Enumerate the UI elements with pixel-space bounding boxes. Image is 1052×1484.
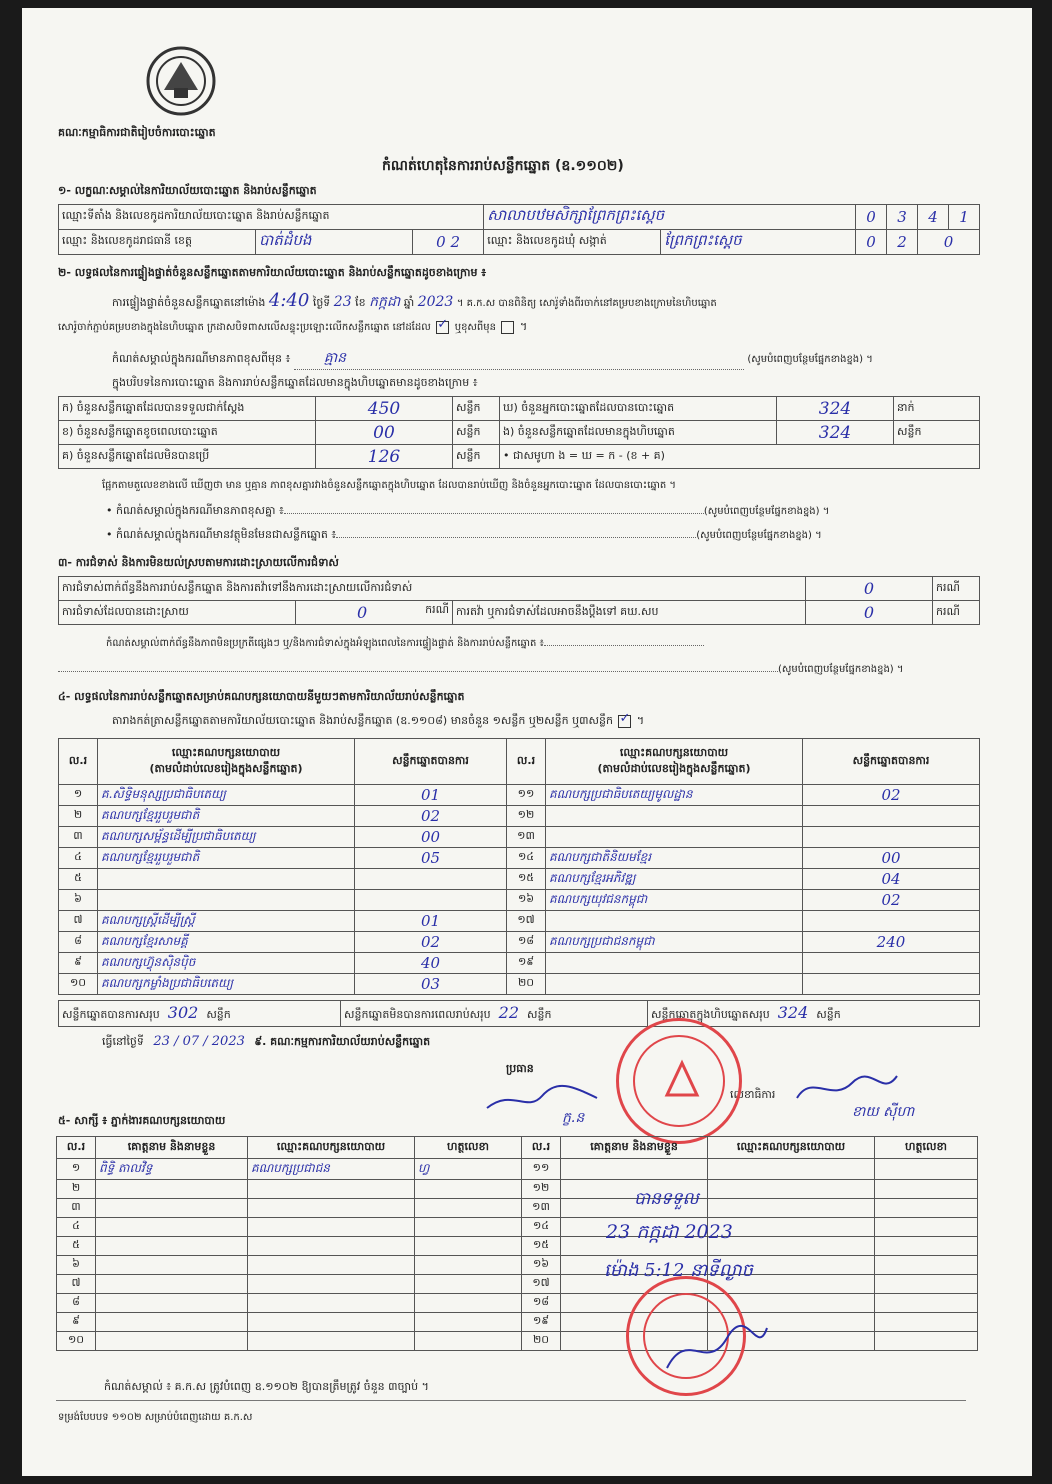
witness-name	[96, 1313, 248, 1332]
witness-party	[248, 1313, 415, 1332]
witness-signature	[415, 1256, 522, 1275]
table-row	[57, 1218, 978, 1237]
witness-signature	[875, 1256, 978, 1275]
secretary-label: លេខាធិការ	[730, 1088, 776, 1101]
witness-signature	[875, 1275, 978, 1294]
party-name	[98, 890, 355, 911]
party-name	[546, 806, 803, 827]
total-invalid-value: 22	[498, 1003, 519, 1022]
spoiled-ballots-value: 00	[316, 421, 453, 445]
witness-no: ៩	[57, 1313, 96, 1332]
commune-code-digit: 0	[856, 230, 887, 255]
tally-sheet-line: តារាងកត់ត្រាសន្លឹកឆ្នោតតាមការិយាល័យបោះឆ្នោត និងរាប់សន្លឹកឆ្នោត (ឧ.១១០៨) មានចំនួន ១សន្លឹក ឬ២សន្លឹក ឬ៣សន្លឹក ✓ ។	[112, 714, 644, 730]
witness-no: ១០	[57, 1332, 96, 1351]
witness-no: ១៧	[522, 1275, 561, 1294]
party-name	[546, 974, 803, 995]
table-row	[57, 1256, 978, 1275]
table-row	[57, 1237, 978, 1256]
party-votes	[803, 806, 980, 827]
witness-no: ១៦	[522, 1256, 561, 1275]
location-code-digit: 4	[918, 205, 949, 230]
table-row	[59, 890, 980, 911]
witness-party	[248, 1294, 415, 1313]
bullet-note-2: • កំណត់សម្គាល់ក្នុងករណីមានវត្ថុមិនមែនជាសន្លឹកឆ្នោត ៖ (សូមបំពេញបន្ថែមផ្នែកខាងខ្នង) ។	[106, 528, 822, 541]
witness-party	[708, 1159, 875, 1180]
party-votes: 02	[355, 806, 507, 827]
witness-name	[96, 1237, 248, 1256]
party-votes: 01	[355, 911, 507, 932]
location-code-digit: 0	[856, 205, 887, 230]
witness-no: ១៨	[522, 1294, 561, 1313]
witness-party	[248, 1332, 415, 1351]
witness-no: ៨	[57, 1294, 96, 1313]
commune-value: ព្រែកព្រះស្ដេច	[661, 230, 856, 255]
received-time: ម៉ោង 5:12 នាទីល្ងាច	[604, 1260, 753, 1281]
witness-party	[248, 1275, 415, 1294]
witness-party	[248, 1237, 415, 1256]
resolved-count: 0 ករណី	[296, 601, 453, 625]
unchanged-checkbox[interactable]	[436, 321, 449, 334]
party-no: ១៨	[507, 932, 546, 953]
chair-signature-icon	[482, 1078, 602, 1118]
form-footer: ទម្រង់បែបបទ ១១០២ សម្រាប់បំពេញដោយ គ.ក.ស	[58, 1412, 253, 1423]
party-name: គណបក្សស្រ្ដីដើម្បីស្រ្ដី	[98, 911, 355, 932]
count-row: ក) ចំនួនសន្លឹកឆ្នោតដែលបានទទួលជាក់ស្ដែង 450 សន្លឹក ឃ) ចំនួនអ្នកបោះឆ្នោតដែលបានបោះឆ្នោត 324 នាក់	[59, 397, 980, 421]
party-votes: 01	[355, 785, 507, 806]
commune-code-digit: 2	[887, 230, 918, 255]
formula: • ជាសមូហា ង = ឃ = ក - (ខ + គ)	[500, 445, 980, 469]
section5-heading: ៥- សាក្សី ៖ ភ្នាក់ងារគណបក្សនយោបាយ	[58, 1114, 226, 1127]
witness-party: គណបក្សប្រជាជន	[248, 1159, 415, 1180]
witness-no: ៧	[57, 1275, 96, 1294]
section3-heading: ៣- ការជំទាស់ និងការមិនយល់ស្របតាមការដោះស្រាយលើការជំទាស់	[58, 556, 339, 569]
table-row	[59, 827, 980, 848]
party-votes: 04	[803, 869, 980, 890]
total-box-value: 324	[777, 1003, 809, 1022]
witness-no: ១២	[522, 1180, 561, 1199]
witness-name	[96, 1332, 248, 1351]
table-row	[57, 1159, 978, 1180]
party-name: គណបក្សប្រជាជនកម្ពុជា	[546, 932, 803, 953]
party-name	[546, 827, 803, 848]
province-label: ឈ្មោះ និងលេខកូដរាជធានី ខេត្ត	[59, 230, 256, 255]
witness-name	[96, 1294, 248, 1313]
signing-date-line: ធ្វើនៅថ្ងៃទី 23 / 07 / 2023 ៩. គណៈកម្មការការិយាល័យរាប់សន្លឹកឆ្នោត	[102, 1034, 431, 1049]
irregularity-note: កំណត់សម្គាល់ពាក់ព័ន្ធនឹងភាពមិនប្រក្រតីផ្សេងៗ ឬ/និងការជំទាស់ក្នុងអំឡុងពេលនៃការផ្ទៀងផ្ទាត់ និងការរាប់សន្លឹកឆ្នោត ៖	[106, 636, 996, 651]
witness-no: ១៩	[522, 1313, 561, 1332]
party-votes	[803, 953, 980, 974]
witness-table: ល.រ គោត្តនាម និងនាមខ្លួន ឈ្មោះគណបក្សនយោបាយ ហត្ថលេខា ល.រ គោត្តនាម និងនាមខ្លួន ឈ្មោះគណបក្សនយោបាយ ហត្ថលេខា ១ ពិទ្ធិ តាលវិទ្ធ គណបក្សប្រជាជន ហ្វ ១១ ២ ១២ ៣ ១៣ ៤ ១៤ ៥ ១៥ ៦ ១៦ ៧ ១៧ ៨ ១៨ ៩ ១៩ ១០ ២០	[56, 1136, 978, 1351]
party-votes: 02	[803, 890, 980, 911]
party-no: ១៧	[507, 911, 546, 932]
witness-no: ៤	[57, 1218, 96, 1237]
witness-name	[96, 1180, 248, 1199]
party-votes: 02	[803, 785, 980, 806]
party-no: ៧	[59, 911, 98, 932]
received-label: បានទទួល	[634, 1189, 699, 1209]
province-code: 0 2	[413, 230, 484, 255]
witness-party	[248, 1218, 415, 1237]
party-name: គណបក្សខ្មែររួបរួមជាតិ	[98, 848, 355, 869]
document-page	[22, 8, 1032, 1476]
section1-table	[58, 204, 980, 255]
section4-heading: ៤- លទ្ធផលនៃការរាប់សន្លឹកឆ្នោតសម្រាប់គណបក្សនយោបាយនីមួយៗតាមការិយាល័យរាប់សន្លឹកឆ្នោត	[58, 690, 465, 703]
party-no: ១៦	[507, 890, 546, 911]
party-votes	[355, 890, 507, 911]
witness-name	[96, 1218, 248, 1237]
table-row	[59, 848, 980, 869]
party-no: ១៩	[507, 953, 546, 974]
witness-no: ២០	[522, 1332, 561, 1351]
witness-signature	[875, 1159, 978, 1180]
table-row	[59, 953, 980, 974]
received-ballots-value: 450	[316, 397, 453, 421]
location-code-digit: 1	[949, 205, 980, 230]
witness-signature	[875, 1237, 978, 1256]
party-no: ១១	[507, 785, 546, 806]
table-row	[59, 974, 980, 995]
party-votes: 240	[803, 932, 980, 953]
table-row	[59, 869, 980, 890]
table-row	[57, 1180, 978, 1199]
table-row	[57, 1275, 978, 1294]
seal-check-line: សោរ៉ូចាក់ភ្ជាប់គម្របខាងក្នុងនៃហិបឆ្នោត ក្រដាសបិទពាសលើសន្ទុះប្រឡោះលើកសន្លឹកឆ្នោត នៅដដែល ✓ ឬខុសពីមុន ។	[58, 320, 998, 336]
location-value: សាលាបឋមសិក្សាព្រែកព្រះស្ដេច	[484, 205, 856, 230]
footnote: កំណត់សម្គាល់ ៖ គ.ក.ស ត្រូវបំពេញ ឧ.១១០២ ឱ្យបានត្រឹមត្រូវ ចំនួន ៣ច្បាប់ ។	[104, 1380, 429, 1393]
party-no: ៣	[59, 827, 98, 848]
location-code-digit: 3	[887, 205, 918, 230]
party-name	[546, 911, 803, 932]
witness-no: ១៤	[522, 1218, 561, 1237]
witness-signature	[415, 1199, 522, 1218]
table-row	[59, 785, 980, 806]
party-no: ៨	[59, 932, 98, 953]
receiver-signature-icon	[662, 1318, 772, 1378]
count-row: គ) ចំនួនសន្លឹកឆ្នោតដែលមិនបានប្រើ 126 សន្លឹក • ជាសមូហា ង = ឃ = ក - (ខ + គ)	[59, 445, 980, 469]
party-no: ២	[59, 806, 98, 827]
irregularity-note-line: (សូមបំពេញបន្ថែមផ្នែកខាងខ្នង) ។	[58, 662, 998, 677]
witness-no: ១៥	[522, 1237, 561, 1256]
count-row: ខ) ចំនួនសន្លឹកឆ្នោតខូចពេលបោះឆ្នោត 00 សន្លឹក ង) ចំនួនសន្លឹកឆ្នោតដែលមានក្នុងហិបឆ្នោត 324 សន្លឹក	[59, 421, 980, 445]
chair-label: ប្រធាន	[506, 1062, 534, 1075]
witness-party	[708, 1180, 875, 1199]
party-no: ៩	[59, 953, 98, 974]
party-votes	[803, 911, 980, 932]
party-name	[98, 869, 355, 890]
witness-name: ពិទ្ធិ តាលវិទ្ធ	[96, 1159, 248, 1180]
witness-name	[561, 1159, 708, 1180]
commune-code-digit: 0	[918, 230, 980, 255]
witness-signature	[415, 1218, 522, 1237]
witness-name	[96, 1256, 248, 1275]
party-votes: 05	[355, 848, 507, 869]
secretary-name: ខាយ ស៊ីហា	[852, 1104, 915, 1120]
received-date: 23 កក្កដា 2023	[606, 1221, 733, 1243]
witness-no: ៥	[57, 1237, 96, 1256]
witness-name	[96, 1275, 248, 1294]
bullet-note-1: • កំណត់សម្គាល់ក្នុងករណីមានភាពខុសគ្នា ៖ (សូមបំពេញបន្ថែមផ្នែកខាងខ្នង) ។	[106, 504, 830, 517]
witness-signature	[415, 1180, 522, 1199]
party-no: ៤	[59, 848, 98, 869]
party-votes: 00	[803, 848, 980, 869]
party-no: ៦	[59, 890, 98, 911]
witness-signature	[875, 1218, 978, 1237]
nec-emblem-icon	[144, 44, 218, 118]
party-name: គណបក្សជាតិនិយមខ្មែរ	[546, 848, 803, 869]
page-title: កំណត់ហេតុនៃការរាប់សន្លឹកឆ្នោត (ឧ.១១០២)	[382, 158, 624, 174]
party-votes: 03	[355, 974, 507, 995]
party-name: គណបក្សកម្លាំងប្រជាធិបតេយ្យ	[98, 974, 355, 995]
section1-heading: ១- លក្ខណៈសម្គាល់នៃការិយាល័យបោះឆ្នោត និងរាប់សន្លឹកឆ្នោត	[58, 184, 317, 197]
objection-count: 0	[806, 577, 933, 601]
changed-checkbox[interactable]	[501, 321, 514, 334]
witness-signature	[415, 1332, 522, 1351]
party-votes	[355, 869, 507, 890]
witness-party	[248, 1199, 415, 1218]
member-mark: ក្ខ.ន	[562, 1110, 585, 1126]
witness-no: ១៣	[522, 1199, 561, 1218]
witness-signature	[875, 1180, 978, 1199]
party-no: ១២	[507, 806, 546, 827]
voters-value: 324	[777, 397, 894, 421]
party-no: ១០	[59, 974, 98, 995]
party-votes: 40	[355, 953, 507, 974]
compare-text: ផ្អែកតាមតួលេខខាងលើ ឃើញថា មាន ឬគ្មាន ភាពខុសគ្នារវាងចំនួនសន្លឹកឆ្នោតក្នុងហិបឆ្នោត ដែលបានរាប់ឃើញ និងចំនួនអ្នកបោះឆ្នោត ដែលបានបោះឆ្នោត ។	[102, 480, 677, 491]
verify-line: ការផ្ទៀងផ្ទាត់ចំនួនសន្លឹកឆ្នោតនៅម៉ោង 4:40 ថ្ងៃទី 23 ខែ កក្កដា ឆ្នាំ 2023 ។ គ.ក.ស បានពិនិត្យ សោរ៉ូទាំងពីរចាក់នៅគម្របខាងក្រោមនៃហិបឆ្នោត	[112, 290, 717, 311]
witness-party	[708, 1199, 875, 1218]
party-name: គណបក្សប្រជាធិបតេយ្យមូលដ្ឋាន	[546, 785, 803, 806]
witness-no: ៣	[57, 1199, 96, 1218]
witness-signature	[875, 1313, 978, 1332]
party-name: គណបក្សខ្មែររួបរួមជាតិ	[98, 806, 355, 827]
witness-signature	[415, 1275, 522, 1294]
witness-signature	[875, 1199, 978, 1218]
objection-table: ការជំទាស់ពាក់ព័ន្ធនឹងការរាប់សន្លឹកឆ្នោត និងការតវ៉ាទៅនឹងការដោះស្រាយលើការជំទាស់ 0 ករណី ការជំទាស់ដែលបានដោះស្រាយ 0 ករណី ការតវ៉ា ឬការជំទាស់ដែលអាចនឹងប្ដឹងទៅ គឃ.សប 0 ករណី	[58, 576, 980, 625]
three-sheets-checkbox[interactable]	[618, 715, 631, 728]
party-votes	[803, 827, 980, 848]
table-row	[59, 806, 980, 827]
signing-date: 23 / 07 / 2023	[153, 1034, 245, 1049]
party-name: គណបក្សខ្មែរសាមគ្គី	[98, 932, 355, 953]
party-name: គណបក្សសម្ព័ន្ធដើម្បីប្រជាធិបតេយ្យ	[98, 827, 355, 848]
witness-signature: ហ្វ	[415, 1159, 522, 1180]
table-row	[59, 911, 980, 932]
party-name: គ.សិទ្ធិមនុស្សប្រជាធិបតេយ្យ	[98, 785, 355, 806]
party-results-table: ល.រ ឈ្មោះគណបក្សនយោបាយ (តាមលំដាប់លេខរៀងក្នុងសន្លឹកឆ្នោត) សន្លឹកឆ្នោតបានការ ល.រ ឈ្មោះគណបក្សនយោបាយ (តាមលំដាប់លេខរៀងក្នុងសន្លឹកឆ្នោត) សន្លឹកឆ្នោតបានការ ១ គ.សិទ្ធិមនុស្សប្រជាធិបតេយ្យ 01 ១១ គណបក្សប្រជាធិបតេយ្យមូលដ្ឋាន 02 ២ គណបក្សខ្មែររួបរួមជាតិ 02 ១២ ៣ គណបក្សសម្ព័ន្ធដើម្បីប្រជាធិបតេយ្យ 00 ១៣ ៤ គណបក្សខ្មែររួបរួមជាតិ 05 ១៤ គណបក្សជាតិនិយមខ្មែរ 00 ៥ ១៥ គណបក្សខ្មែរអភិវឌ្ឍ 04 ៦ ១៦ គណបក្សយុវជនកម្ពុជា 02 ៧ គណបក្សស្រ្ដីដើម្បីស្រ្ដី 01 ១៧ ៨ គណបក្សខ្មែរសាមគ្គី 02 ១៨ គណបក្សប្រជាជនកម្ពុជា 240 ៩ គណបក្សហ៊្វុនស៊ិនប៉ិច 40 ១៩ ១០ គណបក្សកម្លាំងប្រជាធិបតេយ្យ 03 ២០	[58, 738, 980, 995]
party-no: ១៤	[507, 848, 546, 869]
table-row	[57, 1313, 978, 1332]
party-name: គណបក្សខ្មែរអភិវឌ្ឍ	[546, 869, 803, 890]
province-value: បាត់ដំបង	[256, 230, 413, 255]
total-valid-value: 302	[167, 1003, 199, 1022]
party-no: ៥	[59, 869, 98, 890]
unused-ballots-value: 126	[316, 445, 453, 469]
party-votes: 00	[355, 827, 507, 848]
witness-no: ១១	[522, 1159, 561, 1180]
witness-no: ២	[57, 1180, 96, 1199]
party-name	[546, 953, 803, 974]
party-name: គណបក្សយុវជនកម្ពុជា	[546, 890, 803, 911]
official-seal-icon	[616, 1018, 742, 1144]
section2-heading: ២- លទ្ធផលនៃការផ្ទៀងផ្ទាត់ចំនួនសន្លឹកឆ្នោតតាមការិយាល័យបោះឆ្នោត និងរាប់សន្លឹកឆ្នោតដូចខាងក្រោម ៖	[58, 266, 487, 279]
appeal-count: 0	[806, 601, 933, 625]
commune-label: ឈ្មោះ និងលេខកូដឃុំ សង្កាត់	[484, 230, 661, 255]
party-no: ១៣	[507, 827, 546, 848]
table-row	[57, 1294, 978, 1313]
witness-signature	[875, 1332, 978, 1351]
witness-no: ១	[57, 1159, 96, 1180]
witness-no: ៦	[57, 1256, 96, 1275]
org-name: គណៈកម្មាធិការជាតិរៀបចំការបោះឆ្នោត	[58, 126, 216, 139]
verify-time: 4:40	[268, 290, 310, 311]
party-votes: 02	[355, 932, 507, 953]
witness-signature	[415, 1313, 522, 1332]
party-no: ១៥	[507, 869, 546, 890]
witness-signature	[415, 1294, 522, 1313]
witness-name	[96, 1199, 248, 1218]
witness-signature	[415, 1237, 522, 1256]
change-note-value: គ្មាន	[294, 348, 744, 370]
result-intro: ក្នុងបរិបទនៃការបោះឆ្នោត និងការរាប់សន្លឹកឆ្នោតដែលមានក្នុងហិបឆ្នោតមានដូចខាងក្រោម ៖	[112, 376, 478, 389]
table-row	[59, 932, 980, 953]
table-row	[57, 1332, 978, 1351]
witness-party	[248, 1180, 415, 1199]
secretary-signature-icon	[792, 1068, 902, 1108]
witness-signature	[875, 1294, 978, 1313]
location-label: ឈ្មោះទីតាំង និងលេខកូដការិយាល័យបោះឆ្នោត និងរាប់សន្លឹកឆ្នោត	[59, 205, 484, 230]
box-ballots-value: 324	[777, 421, 894, 445]
party-no: ២០	[507, 974, 546, 995]
change-note-line: កំណត់សម្គាល់ក្នុងករណីមានភាពខុសពីមុន ៖ គ្មាន (សូមបំពេញបន្ថែមផ្នែកខាងខ្នង) ។	[112, 348, 992, 370]
party-no: ១	[59, 785, 98, 806]
totals-table: សន្លឹកឆ្នោតបានការសរុប 302 សន្លឹក សន្លឹកឆ្នោតមិនបានការពេលរាប់សរុប 22 សន្លឹក សន្លឹកឆ្នោតក្នុងហិបឆ្នោតសរុប 324 សន្លឹក	[58, 1000, 980, 1027]
witness-party	[248, 1256, 415, 1275]
ballot-count-table	[58, 396, 980, 469]
party-name: គណបក្សហ៊្វុនស៊ិនប៉ិច	[98, 953, 355, 974]
party-votes	[803, 974, 980, 995]
table-row	[57, 1199, 978, 1218]
